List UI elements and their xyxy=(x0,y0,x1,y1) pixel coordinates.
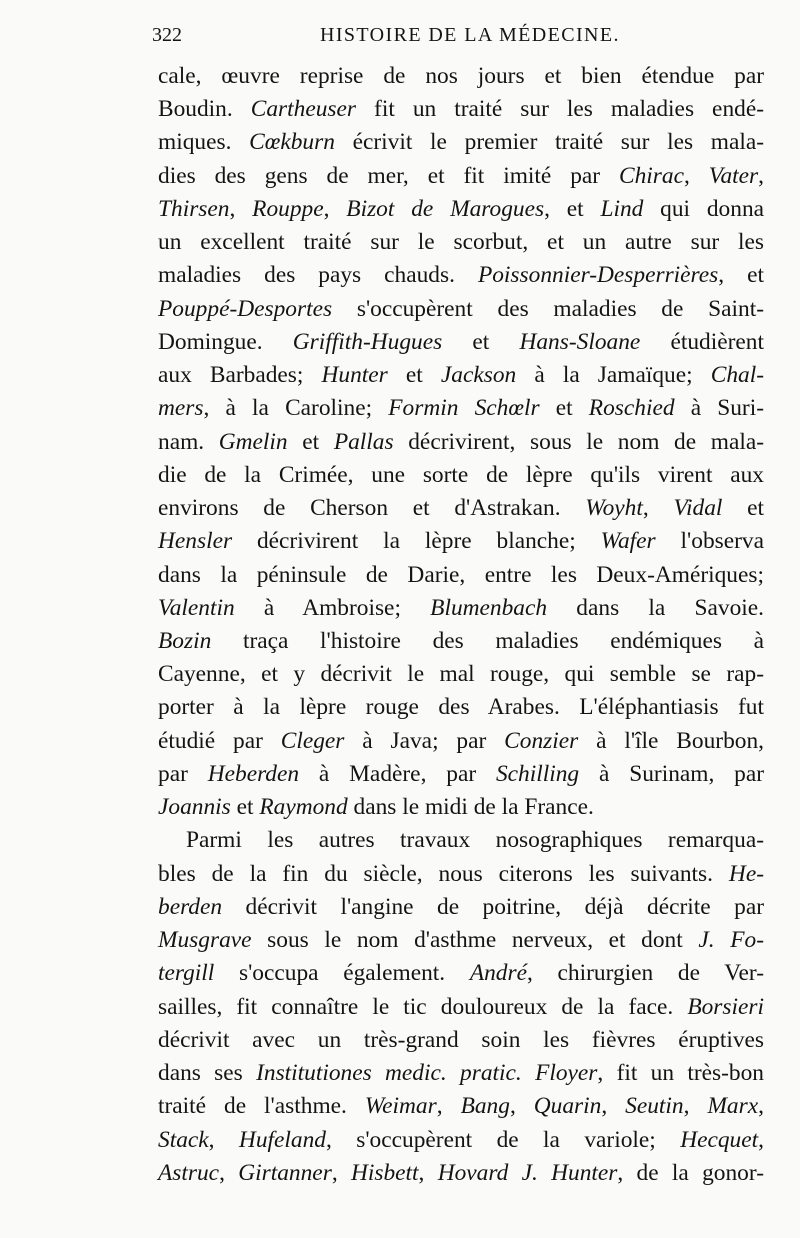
text-run: à la Jamaïque; xyxy=(516,362,711,389)
text-run: sailles, fit connaître le tic douloureux de la face. xyxy=(158,993,688,1020)
italic-name: Hovard J. Hunter xyxy=(437,1159,618,1186)
text-run: l'observa xyxy=(655,528,764,555)
italic-name: Wafer xyxy=(600,528,656,555)
italic-name: Hensler xyxy=(158,528,233,555)
paragraph xyxy=(158,60,764,824)
text-run: s'occupa également. xyxy=(214,960,470,987)
text-run: et xyxy=(442,328,520,355)
text-run: porter à la lèpre rouge des Arabes. L'éléphantiasis fut xyxy=(158,694,764,721)
text-line xyxy=(158,791,764,824)
text-run: , xyxy=(509,1093,534,1120)
text-run: , xyxy=(331,1159,351,1186)
italic-name: He- xyxy=(728,860,764,887)
text-run: Parmi les autres travaux nosographiques remarqua- xyxy=(186,827,764,854)
text-run: et xyxy=(230,794,260,821)
italic-name: Stack xyxy=(158,1126,209,1153)
text-run: à Ambroise; xyxy=(234,594,431,621)
paragraph xyxy=(158,824,764,1190)
italic-name: Thirsen xyxy=(158,195,230,222)
text-line xyxy=(158,957,764,990)
text-run: , xyxy=(229,195,253,222)
text-run: , de la gonor- xyxy=(617,1159,764,1186)
italic-name: Floyer xyxy=(535,1060,598,1087)
italic-name: Schilling xyxy=(495,760,580,787)
text-run: à Madère, par xyxy=(299,760,496,787)
text-run: décrivit avec un très-grand soin les fièvres éruptives xyxy=(158,1026,764,1053)
text-run: dans le midi de la France. xyxy=(347,794,594,821)
text-run: dies des gens de mer, et fit imité par xyxy=(158,162,619,189)
text-line xyxy=(158,625,764,658)
text-line xyxy=(158,658,764,691)
italic-name: Lind xyxy=(600,195,644,222)
text-run: à Java; par xyxy=(344,727,505,754)
italic-name: Heberden xyxy=(207,760,300,787)
italic-name: Chirac xyxy=(619,162,684,189)
text-run: , et xyxy=(718,262,764,289)
italic-name: Rouppe xyxy=(252,195,324,222)
italic-name: Weimar xyxy=(364,1093,437,1120)
text-run: , xyxy=(219,1159,239,1186)
text-line xyxy=(158,492,764,525)
text-line xyxy=(158,193,764,226)
text-run: , xyxy=(418,1159,438,1186)
text-run: traité de l'asthme. xyxy=(158,1093,365,1120)
text-line xyxy=(158,924,764,957)
text-run: , xyxy=(758,162,764,189)
text-line xyxy=(158,1157,764,1190)
text-line xyxy=(158,691,764,724)
text-line xyxy=(158,293,764,326)
text-run: bles de la fin du siècle, nous citerons les suivants. xyxy=(158,860,729,887)
italic-name: Woyht xyxy=(585,495,643,522)
text-line xyxy=(158,1024,764,1057)
italic-name: Hufeland xyxy=(238,1126,326,1153)
text-run: décrivit l'angine de poitrine, déjà décrite par xyxy=(222,893,764,920)
text-line xyxy=(158,824,764,857)
text-line xyxy=(158,991,764,1024)
text-run: Domingue. xyxy=(158,328,293,355)
italic-name: Bizot de Marogues xyxy=(346,195,545,222)
italic-name: Poissonnier-Desperrières xyxy=(477,262,719,289)
text-line xyxy=(158,259,764,292)
italic-name: Roschied xyxy=(588,395,675,422)
italic-name: tergill xyxy=(158,960,215,987)
italic-name: Joannis xyxy=(158,794,231,821)
text-run: die de la Crimée, une sorte de lèpre qu'ils virent aux xyxy=(158,461,764,488)
italic-name: Raymond xyxy=(259,794,348,821)
text-run: , s'occupèrent de la variole; xyxy=(325,1126,681,1153)
text-run: un excellent traité sur le scorbut, et un autre sur les xyxy=(158,229,764,256)
text-run xyxy=(522,1060,535,1086)
italic-name: Borsieri xyxy=(687,993,764,1020)
text-run: cale, œuvre reprise de nos jours et bien étendue par xyxy=(158,63,764,89)
italic-name: Quarin xyxy=(533,1093,602,1120)
text-run: dans ses xyxy=(158,1060,257,1087)
text-line xyxy=(158,1057,764,1090)
italic-name: Seutin xyxy=(625,1093,684,1120)
text-line xyxy=(158,725,764,758)
text-run: sous le nom d'asthme nerveux, et dont xyxy=(251,927,699,954)
italic-name: Gmelin xyxy=(218,428,288,455)
italic-name: Girtanner xyxy=(238,1159,332,1186)
text-run: décrivirent la lèpre blanche; xyxy=(232,528,601,555)
text-run: et xyxy=(387,362,441,389)
italic-name: Bang xyxy=(460,1093,510,1120)
italic-name: Hans-Sloane xyxy=(519,328,641,355)
italic-name: Marx xyxy=(707,1093,759,1120)
italic-name: Cœkburn xyxy=(249,129,335,156)
italic-name: André xyxy=(469,960,527,987)
text-run: et xyxy=(539,395,589,422)
italic-name: Chal- xyxy=(710,362,765,389)
text-run: à Surinam, par xyxy=(579,760,765,787)
text-line xyxy=(158,525,764,558)
text-run: , fit un très-bon xyxy=(597,1060,764,1087)
text-run: et xyxy=(287,428,334,455)
body-text xyxy=(158,60,764,1190)
italic-name: Hisbett xyxy=(350,1159,419,1186)
text-line xyxy=(158,1124,764,1157)
text-run: , et xyxy=(544,195,601,222)
text-run: , xyxy=(436,1093,461,1120)
text-line xyxy=(158,93,764,126)
italic-name: Vidal xyxy=(673,495,723,522)
text-line xyxy=(158,459,764,492)
text-run: dans la Savoie. xyxy=(547,594,764,621)
text-run: à Suri- xyxy=(674,395,765,422)
text-run: , xyxy=(758,1093,764,1120)
text-run: écrivit le premier traité sur les mala- xyxy=(334,129,765,156)
text-line xyxy=(158,359,764,392)
text-run: maladies des pays chauds. xyxy=(158,262,478,289)
italic-name: Griffith-Hugues xyxy=(292,328,443,355)
text-run: nam. xyxy=(158,428,219,455)
text-run: qui donna xyxy=(643,195,765,222)
italic-name: Institutiones medic. pratic. xyxy=(256,1060,522,1087)
italic-name: Bozin xyxy=(158,627,212,654)
text-run: fit un traité sur les maladies endé- xyxy=(356,96,765,123)
text-run: , xyxy=(642,495,674,522)
italic-name: J. Fo- xyxy=(698,927,764,954)
italic-name: Hecquet xyxy=(680,1126,759,1153)
italic-name: Blumenbach xyxy=(430,594,548,621)
text-run: à l'île Bourbon, xyxy=(578,727,764,754)
italic-name: Musgrave xyxy=(158,927,252,954)
italic-name: Astruc xyxy=(158,1159,220,1186)
text-run: étudié par xyxy=(158,727,281,754)
italic-name: Vater xyxy=(708,162,759,189)
italic-name: Jackson xyxy=(440,362,517,389)
text-line xyxy=(158,559,764,592)
italic-name: Pouppé-Desportes xyxy=(158,295,333,322)
text-run: s'occupèrent des maladies de Saint- xyxy=(332,295,764,322)
text-run: , xyxy=(208,1126,239,1153)
text-run: , xyxy=(601,1093,626,1120)
text-run: , xyxy=(683,162,709,189)
text-line xyxy=(158,60,764,93)
italic-name: Cartheuser xyxy=(250,96,357,123)
text-run: traça l'histoire des maladies endémiques à xyxy=(211,627,764,654)
text-line xyxy=(158,858,764,891)
text-run: , chirurgien de Ver- xyxy=(527,960,764,987)
page-header xyxy=(152,24,762,60)
italic-name: Conzier xyxy=(504,727,579,754)
text-run: Cayenne, et y décrivit le mal rouge, qui semble se rap- xyxy=(158,661,764,688)
text-run: , xyxy=(758,1126,764,1153)
text-run: par xyxy=(158,760,208,787)
italic-name: mers xyxy=(158,395,204,422)
page-number: 322 xyxy=(152,24,182,46)
text-line xyxy=(158,392,764,425)
text-run: décrivirent, sous le nom de mala- xyxy=(393,428,765,455)
text-run: aux Barbades; xyxy=(158,362,322,389)
text-run: dans la péninsule de Darie, entre les Deux-Amériques; xyxy=(158,561,764,588)
italic-name: Hunter xyxy=(321,362,388,389)
text-line xyxy=(158,126,764,159)
text-line xyxy=(158,891,764,924)
text-line xyxy=(158,592,764,625)
text-run: , xyxy=(323,195,347,222)
text-run: et xyxy=(722,495,765,522)
text-run: étudièrent xyxy=(640,328,764,355)
italic-name: berden xyxy=(158,893,223,920)
italic-name: Formin Schœlr xyxy=(388,395,540,422)
text-line xyxy=(158,426,764,459)
running-head: HISTOIRE DE LA MÉDECINE. xyxy=(320,24,620,46)
text-run: , à la Caroline; xyxy=(203,395,389,422)
italic-name: Valentin xyxy=(158,594,235,621)
text-line xyxy=(158,160,764,193)
text-line xyxy=(158,226,764,259)
text-run: Boudin. xyxy=(158,96,251,123)
text-run: , xyxy=(683,1093,708,1120)
text-line xyxy=(158,1090,764,1123)
text-line xyxy=(158,326,764,359)
text-line xyxy=(158,758,764,791)
italic-name: Cleger xyxy=(280,727,345,754)
text-run: miques. xyxy=(158,129,250,156)
text-run: environs de Cherson et d'Astrakan. xyxy=(158,495,586,522)
italic-name: Pallas xyxy=(333,428,394,455)
